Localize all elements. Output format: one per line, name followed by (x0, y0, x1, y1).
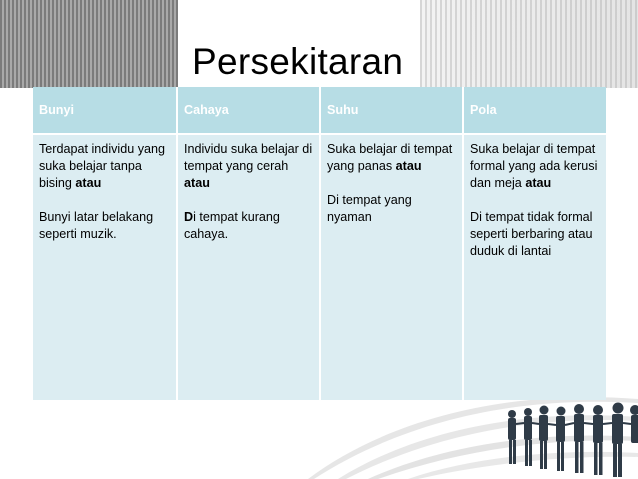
cell-text: Di tempat tidak formal seperti berbaring atau duduk di lantai (470, 210, 593, 258)
header-bunyi: Bunyi (33, 87, 177, 134)
cell-paragraph (184, 141, 313, 192)
cell-suhu (320, 134, 463, 400)
header-suhu: Suhu (320, 87, 463, 134)
cell-paragraph (327, 192, 456, 226)
header-cahaya: Cahaya (177, 87, 320, 134)
cell-bunyi (33, 134, 177, 400)
table-header-row (33, 87, 606, 134)
header-pola: Pola (463, 87, 606, 134)
cell-paragraph (470, 209, 600, 260)
cell-bold-text: atau (184, 176, 210, 190)
decorative-fade-band (420, 0, 638, 88)
people-holding-hands-image (488, 398, 638, 479)
table-row (33, 134, 606, 400)
cell-pola (463, 134, 606, 400)
cell-paragraph (470, 141, 600, 192)
cell-text: Individu suka belajar di tempat yang cerah (184, 142, 313, 173)
cell-paragraph (327, 141, 456, 175)
cell-paragraph (39, 141, 170, 192)
cell-bold-text: atau (525, 176, 552, 190)
cell-text: Terdapat individu yang suka belajar tanpa bising (39, 142, 166, 190)
cell-bold-text: atau (395, 159, 422, 173)
cell-cahaya (177, 134, 320, 400)
cell-text: Suka belajar di tempat formal yang ada kerusi dan meja (470, 142, 598, 190)
cell-bold-text: D (184, 210, 194, 224)
cell-text: Bunyi latar belakang seperti muzik. (39, 210, 154, 241)
slide-title: Persekitaran (192, 41, 404, 82)
cell-paragraph (184, 209, 313, 243)
cell-paragraph (39, 209, 170, 243)
cell-text: Di tempat yang nyaman (327, 193, 412, 224)
decorative-stripe-band (0, 0, 178, 88)
cell-bold-text: atau (75, 176, 102, 190)
environment-table (33, 87, 606, 400)
cell-text: Suka belajar di tempat yang panas (327, 142, 453, 173)
cell-text: i tempat kurang cahaya. (184, 210, 280, 241)
